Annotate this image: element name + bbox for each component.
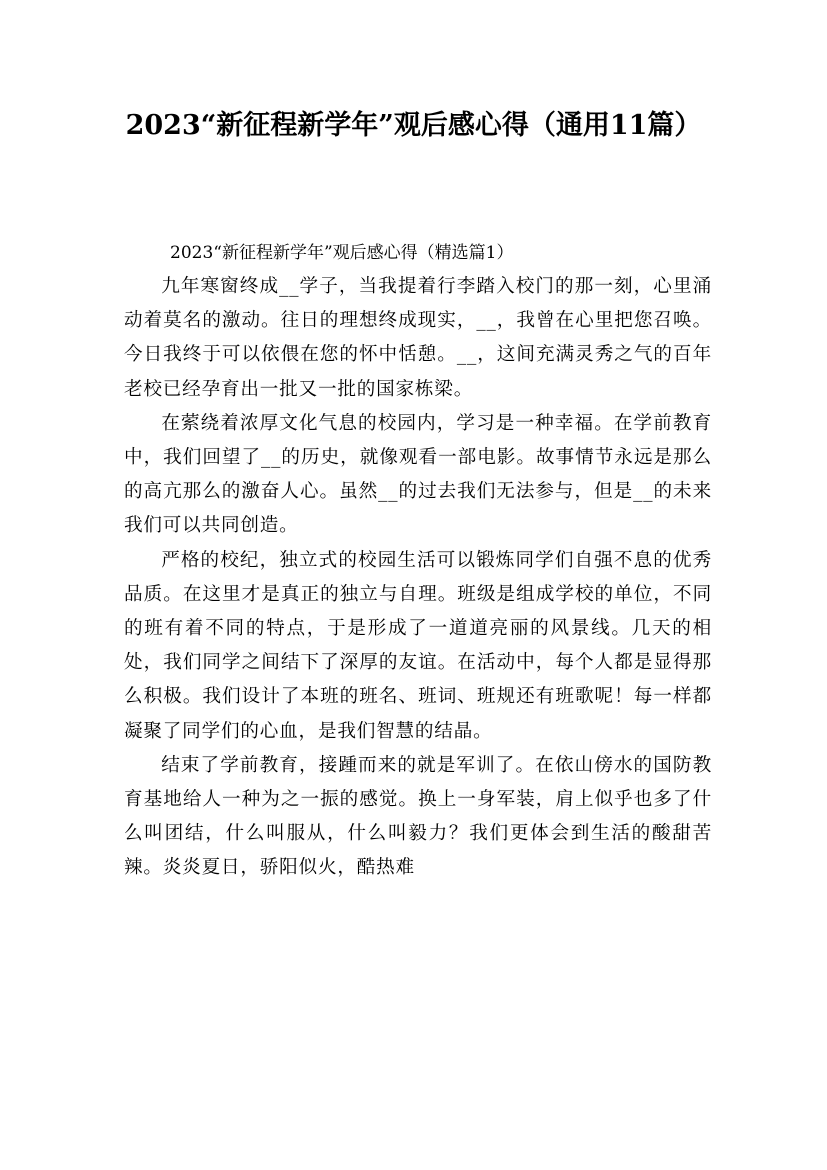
document-body (124, 236, 712, 886)
paragraph-3: 严格的校纪，独立式的校园生活可以锻炼同学们自强不息的优秀品质。在这里才是真正的独立与自理。班级是组成学校的单位，不同的班有着不同的特点，于是形成了一道道亮丽的风景线。几天的相处，我们同学之间结下了深厚的友谊。在活动中，每个人都是显得那么积极。我们设计了本班的班名、班词、班规还有班歌呢！每一样都凝聚了同学们的心血，是我们智慧的结晶。 (124, 549, 712, 742)
document-title: 2023“新征程新学年”观后感心得（通用11篇） (125, 110, 702, 141)
paragraph-2: 在萦绕着浓厚文化气息的校园内，学习是一种幸福。在学前教育中，我们回望了__的历史，就像观看一部电影。故事情节永远是那么的高亢那么的激奋人心。虽然__的过去我们无法参与，但是__的未来我们可以共同创造。 (124, 412, 712, 537)
section-heading: 2023“新征程新学年”观后感心得（精选篇1） (170, 243, 514, 263)
paragraph-1: 九年寒窗终成__学子，当我提着行李踏入校门的那一刻，心里涌动着莫名的激动。往日的理想终成现实，__，我曾在心里把您召唤。今日我终于可以依偎在您的怀中恬憩。__，这间充满灵秀之气的百年老校已经孕育出一批又一批的国家栋梁。 (124, 276, 712, 400)
paragraph-4: 结束了学前教育，接踵而来的就是军训了。在依山傍水的国防教育基地给人一种为之一振的感觉。换上一身军装，肩上似乎也多了什么叫团结，什么叫服从，什么叫毅力？我们更体会到生活的酸甜苦辣。炎炎夏日，骄阳似火，酷热难 (124, 754, 712, 879)
